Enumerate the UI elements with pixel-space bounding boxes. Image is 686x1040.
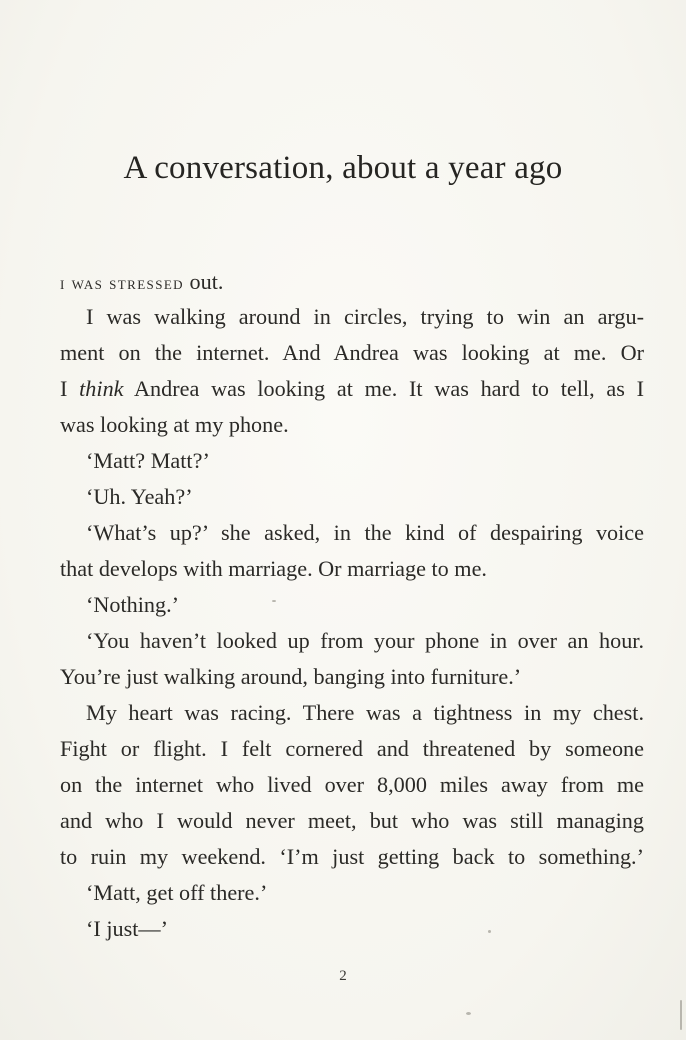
body-text — [60, 265, 644, 947]
dialogue-line: ‘Uh. Yeah?’ — [86, 484, 193, 509]
paragraph-4 — [60, 515, 644, 587]
paper-speck — [466, 1012, 471, 1015]
text-line: Fight or flight. I felt cornered and threatened by someone — [60, 736, 644, 761]
dialogue-line: ‘Nothing.’ — [86, 592, 180, 617]
paper-edge-mark — [680, 1000, 682, 1030]
paragraph-6 — [60, 623, 644, 695]
text-line: to ruin my weekend. ‘I’m just getting back to something.’ — [60, 844, 644, 869]
paragraph-7 — [60, 695, 644, 875]
opening-small-caps: i was stressed — [60, 273, 184, 293]
text-line: ment on the internet. And Andrea was looking at me. Or — [60, 340, 644, 365]
paragraph-1 — [60, 299, 644, 443]
dialogue-line: ‘Matt, get off there.’ — [86, 880, 268, 905]
text-line: and who I would never meet, but who was still managing — [60, 808, 644, 833]
text-line: that develops with marriage. Or marriage to me. — [60, 556, 487, 581]
dialogue-line: ‘Matt? Matt?’ — [86, 448, 210, 473]
text-line — [60, 371, 644, 407]
text-line: ‘You haven’t looked up from your phone in over an hour. — [86, 628, 644, 653]
page-number: 2 — [339, 968, 347, 984]
text-line: You’re just walking around, banging into furniture.’ — [60, 664, 522, 689]
text-line: ‘What’s up?’ she asked, in the kind of despairing voice — [86, 520, 644, 545]
opening-line — [60, 265, 644, 299]
text-line: on the internet who lived over 8,000 miles away from me — [60, 772, 644, 797]
dialogue-line: ‘I just—’ — [86, 916, 168, 941]
paper-speck — [488, 930, 491, 933]
paper-speck — [272, 600, 276, 602]
text-line: I was walking around in circles, trying to win an argu- — [86, 304, 644, 329]
text-fragment: I — [60, 376, 80, 401]
chapter-title: A conversation, about a year ago — [123, 150, 563, 186]
text-fragment: Andrea was looking at me. It was hard to tell, as I — [123, 376, 644, 401]
emphasized-word: think — [79, 376, 124, 401]
text-line: was looking at my phone. — [60, 412, 289, 437]
text-line: My heart was racing. There was a tightness in my chest. — [86, 700, 644, 725]
opening-rest: out. — [183, 269, 224, 294]
